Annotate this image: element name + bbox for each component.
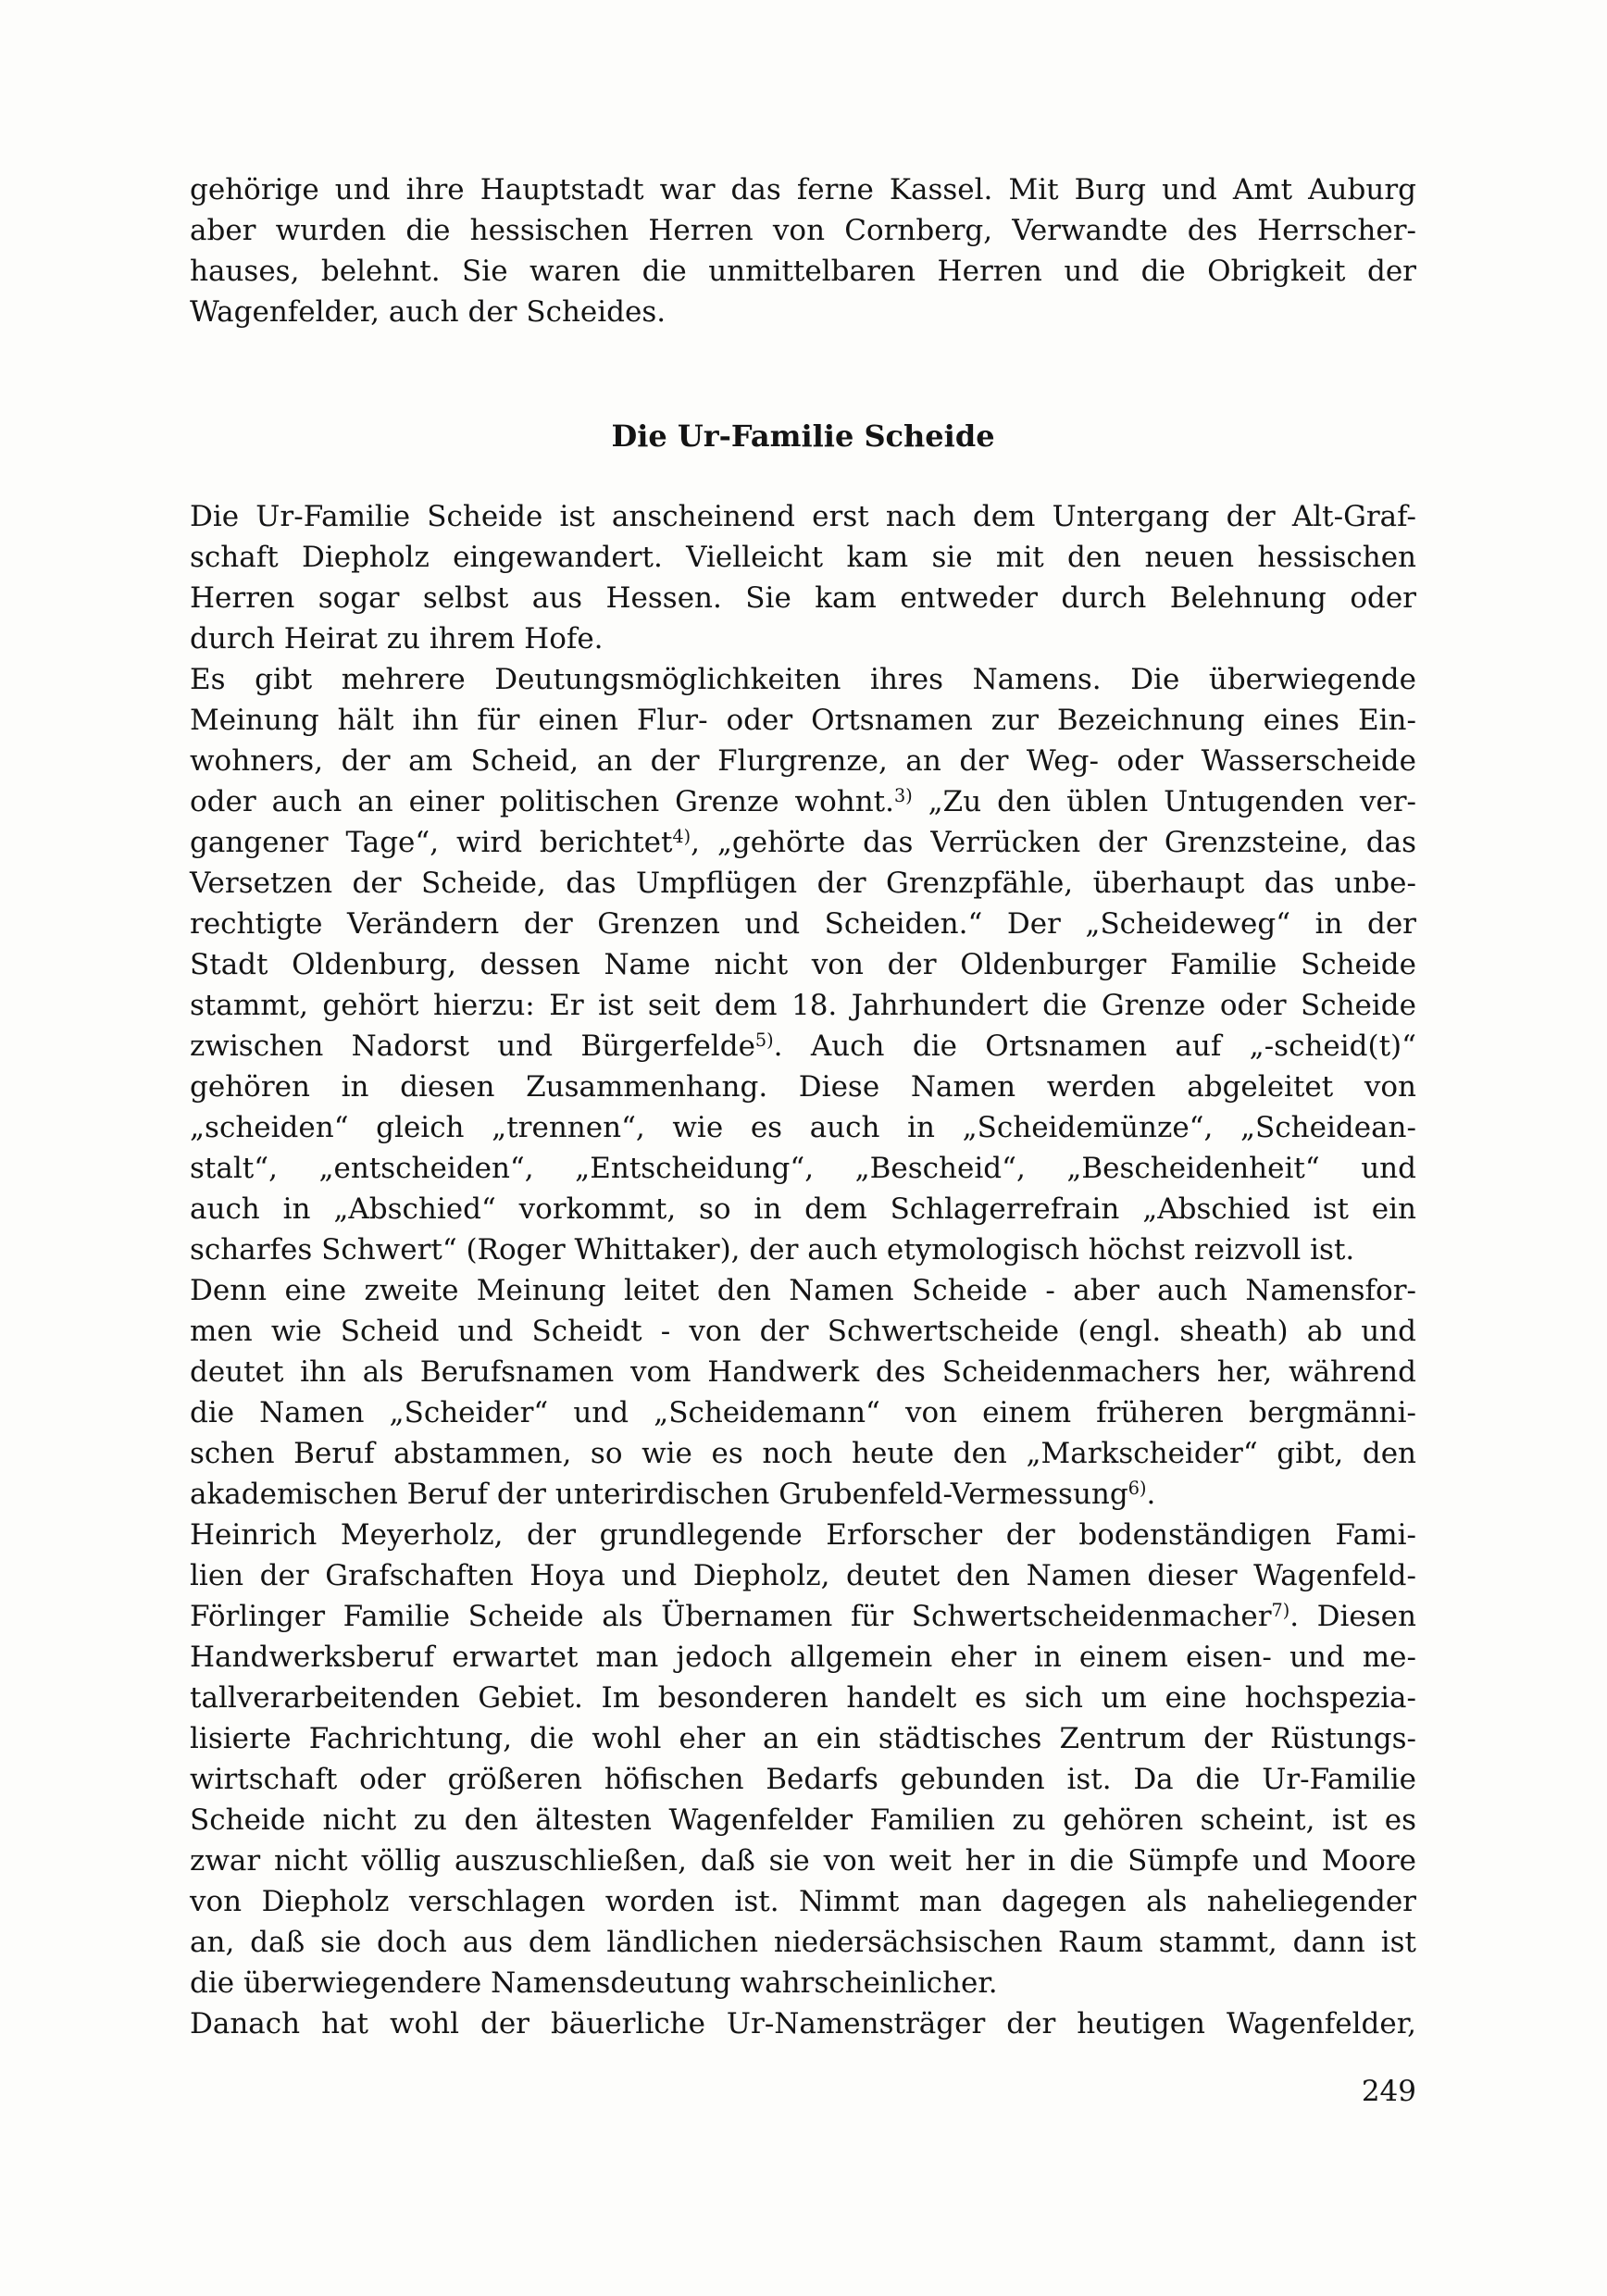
text-line: auch in „Abschied“ vorkommt, so in dem Schlagerrefrain „Abschied ist ein	[190, 1192, 1416, 1226]
text-line: rechtigte Verändern der Grenzen und Scheiden.“ Der „Scheideweg“ in der	[190, 907, 1416, 941]
text-line: aber wurden die hessischen Herren von Cornberg, Verwandte des Herrscher-	[190, 214, 1416, 247]
text-line: Heinrich Meyerholz, der grundlegende Erforscher der bodenständigen Fami-	[190, 1518, 1416, 1552]
text-line: Danach hat wohl der bäuerliche Ur-Namensträger der heutigen Wagenfelder,	[190, 2007, 1416, 2040]
text-line: schen Beruf abstammen, so wie es noch heute den „Markscheider“ gibt, den	[190, 1437, 1416, 1470]
footnote-marker: 5)	[754, 1029, 774, 1052]
paragraph	[190, 1515, 1416, 2003]
text-line: hauses, belehnt. Sie waren die unmittelbaren Herren und die Obrigkeit der	[190, 255, 1416, 288]
text-line: schaft Diepholz eingewandert. Vielleicht kam sie mit den neuen hessischen	[190, 541, 1416, 574]
text-line: men wie Scheid und Scheidt - von der Schwertscheide (engl. sheath) ab und	[190, 1315, 1416, 1348]
text-line: gehören in diesen Zusammenhang. Diese Namen werden abgeleitet von	[190, 1070, 1416, 1104]
text-line: von Diepholz verschlagen worden ist. Nimmt man dagegen als naheliegender	[190, 1885, 1416, 1918]
text-line: durch Heirat zu ihrem Hofe.	[190, 622, 604, 655]
footnote-marker: 6)	[1127, 1478, 1147, 1500]
text-line: lien der Grafschaften Hoya und Diepholz, deutet den Namen dieser Wagenfeld-	[190, 1559, 1416, 1592]
paragraph	[190, 2003, 1416, 2044]
text-line: Meinung hält ihn für einen Flur- oder Ortsnamen zur Bezeichnung eines Ein-	[190, 704, 1416, 737]
text-line: Förlinger Familie Scheide als Übernamen für Schwertscheidenmacher$^{7)}$. Diesen	[190, 1600, 1416, 1633]
text-line: Stadt Oldenburg, dessen Name nicht von der Oldenburger Familie Scheide	[190, 948, 1416, 981]
paragraph	[190, 169, 1416, 332]
text-line: die Namen „Scheider“ und „Scheidemann“ von einem früheren bergmänni-	[190, 1396, 1416, 1429]
text-line: akademischen Beruf der unterirdischen Grubenfeld-Vermessung$^{6)}$.	[190, 1478, 1156, 1511]
text-line: stalt“, „entscheiden“, „Entscheidung“, „Bescheid“, „Bescheidenheit“ und	[190, 1152, 1416, 1185]
text-line: die überwiegendere Namensdeutung wahrscheinlicher.	[190, 1966, 998, 2000]
text-line: gangener Tage“, wird berichtet$^{4)}$, „gehörte das Verrücken der Grenzsteine, das	[190, 826, 1416, 859]
text-line: Herren sogar selbst aus Hessen. Sie kam entweder durch Belehnung oder	[190, 581, 1416, 615]
text-line: oder auch an einer politischen Grenze wohnt.$^{3)}$ „Zu den üblen Untugenden ver-	[190, 785, 1416, 818]
text-line: zwar nicht völlig auszuschließen, daß sie von weit her in die Sümpfe und Moore	[190, 1844, 1416, 1878]
paragraph	[190, 496, 1416, 659]
footnote-marker: 3)	[894, 785, 913, 807]
text-line: wirtschaft oder größeren höfischen Bedarfs gebunden ist. Da die Ur-Familie	[190, 1763, 1416, 1796]
text-line: wohners, der am Scheid, an der Flurgrenze, an der Weg- oder Wasserscheide	[190, 744, 1416, 778]
text-line: zwischen Nadorst und Bürgerfelde$^{5)}$. Auch die Ortsnamen auf „-scheid(t)“	[190, 1029, 1417, 1063]
text-line: stammt, gehört hierzu: Er ist seit dem 18. Jahrhundert die Grenze oder Scheide	[190, 989, 1416, 1022]
text-line: deutet ihn als Berufsnamen vom Handwerk des Scheidenmachers her, während	[190, 1355, 1416, 1389]
text-line: Wagenfelder, auch der Scheides.	[190, 295, 666, 329]
text-line: Die Ur-Familie Scheide ist anscheinend erst nach dem Untergang der Alt-Graf-	[190, 500, 1416, 533]
paragraph	[190, 659, 1416, 1270]
text-line: gehörige und ihre Hauptstadt war das ferne Kassel. Mit Burg und Amt Auburg	[190, 173, 1416, 206]
text-line: „scheiden“ gleich „trennen“, wie es auch in „Scheidemünze“, „Scheidean-	[190, 1111, 1416, 1144]
text-line: scharfes Schwert“ (Roger Whittaker), der auch etymologisch höchst reizvoll ist.	[190, 1233, 1355, 1267]
text-line: Denn eine zweite Meinung leitet den Namen Scheide - aber auch Namensfor-	[190, 1274, 1416, 1307]
text-line: tallverarbeitenden Gebiet. Im besonderen handelt es sich um eine hochspezia-	[190, 1681, 1416, 1715]
paragraph	[190, 1270, 1416, 1515]
text-line: Scheide nicht zu den ältesten Wagenfelder Familien zu gehören scheint, ist es	[190, 1803, 1416, 1837]
text-line: Versetzen der Scheide, das Umpflügen der Grenzpfähle, überhaupt das unbe-	[190, 867, 1416, 900]
section-heading: Die Ur-Familie Scheide	[611, 418, 995, 454]
text-line: Es gibt mehrere Deutungsmöglichkeiten ihres Namens. Die überwiegende	[190, 663, 1416, 696]
text-line: lisierte Fachrichtung, die wohl eher an ein städtisches Zentrum der Rüstungs-	[190, 1722, 1416, 1755]
text-line: an, daß sie doch aus dem ländlichen niedersächsischen Raum stammt, dann ist	[190, 1926, 1416, 1959]
page-number: 249	[1361, 2075, 1416, 2108]
text-line: Handwerksberuf erwartet man jedoch allgemein eher in einem eisen- und me-	[190, 1641, 1416, 1674]
footnote-marker: 7)	[1271, 1600, 1290, 1622]
footnote-marker: 4)	[672, 826, 691, 848]
page-content	[190, 169, 1416, 2044]
